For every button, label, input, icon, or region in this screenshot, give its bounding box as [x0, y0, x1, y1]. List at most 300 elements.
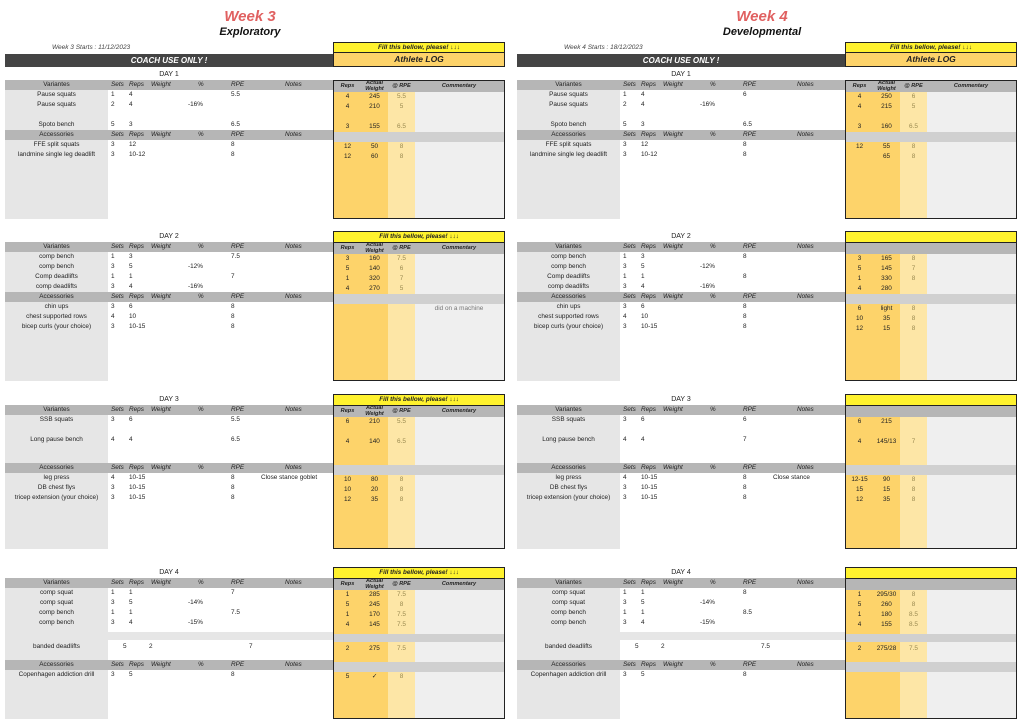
athlete-entry-r[interactable]: 1	[345, 611, 350, 618]
athlete-entry-row[interactable]	[334, 590, 504, 600]
athlete-entry-r[interactable]: 4	[857, 621, 862, 628]
athlete-entry-row[interactable]	[846, 274, 1016, 284]
header-sets: Sets	[623, 81, 636, 88]
athlete-comment[interactable]	[415, 475, 503, 485]
athlete-entry-row[interactable]	[846, 152, 1016, 162]
athlete-entry-w[interactable]: 35	[882, 496, 891, 503]
header-pct: %	[198, 579, 204, 586]
cell-rpe: 7	[249, 643, 253, 650]
cell-n: comp squat	[39, 599, 74, 606]
header-variantes: Accessories	[39, 293, 74, 300]
athlete-entry-w[interactable]: 15	[882, 486, 891, 493]
athlete-entry-w[interactable]: 160	[881, 123, 892, 130]
cell-s: 4	[623, 474, 627, 481]
athlete-entry-w[interactable]: 270	[369, 285, 380, 292]
athlete-entry-e[interactable]: 8	[399, 476, 404, 483]
athlete-entry-r[interactable]: 4	[857, 438, 862, 445]
athlete-comment[interactable]	[927, 475, 1015, 485]
header-weight: Weight	[151, 661, 171, 668]
athlete-entry-w[interactable]: 35	[882, 315, 891, 322]
athlete-entry-w[interactable]: 35	[370, 496, 379, 503]
athlete-entry-e[interactable]: 8	[399, 673, 404, 680]
exercise-row	[5, 120, 333, 130]
athlete-entry-e[interactable]: 5	[911, 103, 916, 110]
cell-rpe: 6.5	[231, 436, 240, 443]
cell-r: 3	[129, 121, 133, 128]
athlete-entry-row[interactable]	[334, 314, 504, 324]
athlete-entry-e[interactable]: 8	[399, 601, 404, 608]
cell-r: 1	[641, 589, 645, 596]
athlete-entry-r[interactable]: 4	[857, 285, 862, 292]
athlete-comment[interactable]	[415, 672, 503, 682]
athlete-header-reps: Reps	[340, 245, 355, 251]
athlete-entry-row[interactable]	[334, 122, 504, 132]
athlete-entry-e[interactable]: 8	[911, 143, 916, 150]
cell-rpe: 8	[231, 151, 235, 158]
athlete-entry-r[interactable]: 3	[857, 123, 862, 130]
cell-rpe: 6.5	[743, 121, 752, 128]
athlete-entry-e[interactable]: 6.5	[909, 123, 918, 130]
header-notes: Notes	[285, 464, 302, 471]
athlete-entry-row[interactable]	[334, 152, 504, 162]
athlete-entry-e[interactable]: 5.5	[397, 418, 406, 425]
athlete-entry-e[interactable]: 7.5	[397, 611, 406, 618]
athlete-entry-row[interactable]	[334, 620, 504, 630]
athlete-entry-row[interactable]	[846, 427, 1016, 437]
athlete-entry-e[interactable]: 8	[911, 275, 916, 282]
athlete-entry-row[interactable]	[846, 610, 1016, 620]
athlete-entry-w[interactable]: 245	[369, 93, 380, 100]
cell-r: 10-12	[129, 151, 146, 158]
athlete-entry-w[interactable]: 90	[882, 476, 891, 483]
day-block	[5, 567, 505, 719]
cell-s: 4	[111, 436, 115, 443]
cell-r: 2	[149, 643, 153, 650]
athlete-entry-row[interactable]	[846, 620, 1016, 630]
coach-use-banner: COACH USE ONLY !	[517, 54, 845, 67]
athlete-entry-w[interactable]: 155	[881, 621, 892, 628]
week-start-date: Week 4 Starts : 18/12/2023	[564, 44, 643, 51]
header-pct: %	[710, 406, 716, 413]
cell-r: 1	[641, 273, 645, 280]
cell-rpe: 8	[743, 494, 747, 501]
athlete-separator	[334, 465, 504, 475]
header-sets: Sets	[623, 406, 636, 413]
athlete-entry-r[interactable]: 1	[857, 611, 862, 618]
athlete-entry-row[interactable]	[334, 485, 504, 495]
athlete-entry-row[interactable]	[846, 600, 1016, 610]
athlete-entry-row[interactable]	[334, 112, 504, 122]
athlete-comment[interactable]	[927, 672, 1015, 682]
athlete-entry-w[interactable]: 285	[369, 591, 380, 598]
athlete-entry-r[interactable]: 3	[345, 255, 350, 262]
header-rpe: RPE	[743, 243, 757, 250]
athlete-entry-e[interactable]: 6.5	[397, 438, 406, 445]
exercise-row	[517, 322, 845, 332]
athlete-entry-e[interactable]: 8	[911, 305, 916, 312]
athlete-entry-e[interactable]: 8.5	[909, 611, 918, 618]
athlete-entry-e[interactable]: 8	[911, 255, 916, 262]
athlete-entry-w[interactable]: 50	[370, 143, 379, 150]
header-sets: Sets	[111, 661, 124, 668]
athlete-header-actual: Actual Weight	[365, 242, 384, 254]
header-pct: %	[198, 661, 204, 668]
cell-s: 1	[111, 91, 115, 98]
athlete-entry-w[interactable]: 210	[369, 418, 380, 425]
fill-prompt: Fill this bellow, please! ↓↓↓	[334, 568, 504, 579]
cell-p: -12%	[188, 263, 203, 270]
athlete-entry-w[interactable]: 20	[370, 486, 379, 493]
athlete-entry-r[interactable]: 6	[345, 418, 350, 425]
athlete-entry-row[interactable]	[334, 600, 504, 610]
athlete-entry-w[interactable]: 295/30	[876, 591, 897, 598]
athlete-entry-e[interactable]: 5.5	[397, 93, 406, 100]
athlete-entry-row[interactable]	[334, 274, 504, 284]
athlete-entry-row[interactable]	[846, 590, 1016, 600]
header-reps: Reps	[641, 579, 656, 586]
exercise-row	[517, 483, 845, 493]
athlete-entry-w[interactable]: 140	[369, 265, 380, 272]
athlete-entry-row[interactable]	[846, 495, 1016, 505]
athlete-entry-e[interactable]: 7.5	[397, 621, 406, 628]
athlete-entry-row[interactable]	[846, 112, 1016, 122]
athlete-entry-r[interactable]: 4	[345, 285, 350, 292]
athlete-entry-row[interactable]	[334, 610, 504, 620]
athlete-entry-e[interactable]: 8	[911, 591, 916, 598]
athlete-entry-e[interactable]: 5	[399, 103, 404, 110]
athlete-entry-e[interactable]: 8	[399, 153, 404, 160]
day-title: DAY 4	[5, 567, 333, 578]
header-sets: Sets	[111, 243, 124, 250]
header-reps: Reps	[641, 464, 656, 471]
cell-r: 6	[641, 416, 645, 423]
exercise-row	[517, 435, 845, 445]
athlete-entry-r[interactable]: 12	[343, 496, 352, 503]
athlete-entry-e[interactable]: 8	[911, 486, 916, 493]
cell-s: 1	[111, 253, 115, 260]
athlete-entry-r[interactable]: 5	[345, 601, 350, 608]
header-pct: %	[198, 243, 204, 250]
spacer-bar	[334, 634, 504, 642]
athlete-entry-w[interactable]: 275/28	[876, 645, 897, 652]
athlete-entry-r[interactable]: 12-15	[851, 476, 868, 483]
athlete-entry-row[interactable]	[846, 284, 1016, 294]
athlete-entry-r[interactable]: 4	[857, 93, 862, 100]
cell-r: 4	[129, 101, 133, 108]
athlete-entry-w[interactable]: 320	[369, 275, 380, 282]
athlete-entry-r[interactable]: 5	[345, 265, 350, 272]
cell-rpe: 5.5	[231, 91, 240, 98]
athlete-entry-w[interactable]: ✓	[371, 673, 378, 680]
cell-s: 3	[111, 141, 115, 148]
cell-rpe: 7	[231, 273, 235, 280]
athlete-entry-e[interactable]: 8	[911, 601, 916, 608]
exercise-row	[517, 100, 845, 110]
athlete-entry-row[interactable]	[334, 427, 504, 437]
athlete-comment[interactable]	[927, 142, 1015, 152]
cell-n: comp deadlifts	[547, 283, 590, 290]
athlete-entry-w[interactable]: 155	[369, 123, 380, 130]
athlete-header-rpe: @ RPE	[392, 83, 411, 89]
athlete-entry-w[interactable]: 250	[881, 93, 892, 100]
athlete-entry-row[interactable]	[846, 122, 1016, 132]
athlete-entry-row[interactable]	[334, 324, 504, 334]
cell-s: 3	[623, 484, 627, 491]
table-header-row	[517, 660, 845, 670]
exercise-row	[5, 252, 333, 262]
exercise-row	[517, 415, 845, 425]
athlete-entry-w[interactable]: 65	[882, 153, 891, 160]
athlete-header-actual: Actual Weight	[365, 80, 384, 92]
cell-n: comp bench	[39, 263, 74, 270]
header-sets: Sets	[111, 293, 124, 300]
athlete-entry-r[interactable]: 4	[857, 103, 862, 110]
cell-r: 6	[129, 416, 133, 423]
cell-p: -15%	[700, 619, 715, 626]
athlete-entry-w[interactable]: 15	[882, 325, 891, 332]
header-variantes: Variantes	[43, 243, 70, 250]
athlete-header-row	[846, 406, 1016, 417]
athlete-entry-e[interactable]: 7.5	[397, 255, 406, 262]
athlete-entry-e[interactable]: 6	[911, 93, 916, 100]
cell-n: Copenhagen addiction drill	[530, 671, 607, 678]
cell-r: 4	[641, 91, 645, 98]
exercise-row	[5, 598, 333, 608]
athlete-entry-w[interactable]: 170	[369, 611, 380, 618]
athlete-entry-w[interactable]: 215	[881, 418, 892, 425]
week-title: Week 4	[736, 8, 788, 25]
exercise-row	[517, 110, 845, 120]
athlete-entry-w[interactable]: 330	[881, 275, 892, 282]
athlete-entry-r[interactable]: 2	[345, 645, 350, 652]
header-notes: Notes	[797, 464, 814, 471]
athlete-entry-e[interactable]: 7.5	[397, 645, 406, 652]
athlete-entry-w[interactable]: 145/13	[876, 438, 897, 445]
athlete-comment[interactable]: did on a machine	[434, 305, 484, 312]
athlete-entry-row[interactable]	[846, 485, 1016, 495]
cell-n: comp bench	[551, 609, 586, 616]
fill-prompt: Fill this bellow, please! ↓↓↓	[334, 395, 504, 406]
athlete-entry-r[interactable]: 1	[857, 275, 862, 282]
cell-n: comp bench	[39, 609, 74, 616]
athlete-entry-w[interactable]: 280	[881, 285, 892, 292]
athlete-entry-row[interactable]	[846, 254, 1016, 264]
cell-rpe: 8	[231, 141, 235, 148]
athlete-entry-e[interactable]: 8	[399, 486, 404, 493]
athlete-log-header	[333, 42, 505, 67]
exercise-row	[5, 262, 333, 272]
athlete-entry-row[interactable]	[846, 324, 1016, 334]
athlete-entry-w[interactable]: 260	[881, 601, 892, 608]
cell-rpe: 7.5	[761, 643, 770, 650]
athlete-entry-r[interactable]: 4	[345, 438, 350, 445]
athlete-entry-e[interactable]: 8	[911, 476, 916, 483]
athlete-entry-r[interactable]: 3	[857, 255, 862, 262]
athlete-header-comm: Commentary	[441, 581, 477, 587]
athlete-entry-e[interactable]: 6.5	[397, 123, 406, 130]
athlete-entry-w[interactable]: 160	[369, 255, 380, 262]
athlete-entry-r[interactable]: 5	[857, 265, 862, 272]
day-block	[5, 394, 505, 549]
header-rpe: RPE	[743, 464, 757, 471]
exercise-row	[517, 598, 845, 608]
athlete-entry-w[interactable]: 145	[369, 621, 380, 628]
athlete-entry-r[interactable]: 1	[345, 275, 350, 282]
athlete-entry-r[interactable]: 4	[345, 621, 350, 628]
cell-s: 3	[111, 416, 115, 423]
cell-n: tricep extension (your choice)	[14, 494, 99, 501]
athlete-entry-e[interactable]: 8	[911, 153, 916, 160]
cell-rpe: 8	[231, 323, 235, 330]
header-weight: Weight	[151, 81, 171, 88]
athlete-entry-w[interactable]: 145	[881, 265, 892, 272]
athlete-entry-r[interactable]: 12	[343, 153, 352, 160]
athlete-entry-w[interactable]: 55	[882, 143, 891, 150]
cell-rpe: 8	[743, 323, 747, 330]
table-header-row	[5, 405, 333, 415]
cell-rpe: 8	[743, 313, 747, 320]
athlete-entry-e[interactable]: 7.5	[909, 645, 918, 652]
athlete-entry-r[interactable]: 12	[855, 325, 864, 332]
athlete-entry-e[interactable]: 7.5	[397, 591, 406, 598]
athlete-entry-row[interactable]	[334, 437, 504, 447]
athlete-entry-row[interactable]	[334, 417, 504, 427]
athlete-entry-w[interactable]: 165	[881, 255, 892, 262]
athlete-entry-r[interactable]: 12	[343, 143, 352, 150]
athlete-entry-row[interactable]	[334, 254, 504, 264]
athlete-entry-e[interactable]: 8	[911, 496, 916, 503]
athlete-entry-e[interactable]: 8	[399, 496, 404, 503]
athlete-entry-row[interactable]	[334, 102, 504, 112]
athlete-entry-row[interactable]	[846, 102, 1016, 112]
cell-s: 3	[111, 303, 115, 310]
header-pct: %	[710, 579, 716, 586]
athlete-entry-e[interactable]: 6	[399, 265, 404, 272]
athlete-entry-r[interactable]: 5	[345, 673, 350, 680]
athlete-entry-row[interactable]	[846, 437, 1016, 447]
cell-n: Pause squats	[37, 101, 76, 108]
athlete-entry-row[interactable]	[334, 644, 504, 654]
athlete-separator	[846, 132, 1016, 142]
athlete-entry-row[interactable]	[846, 314, 1016, 324]
cell-r: 5	[129, 599, 133, 606]
athlete-entry-e[interactable]: 8	[911, 315, 916, 322]
athlete-entry-r[interactable]: 1	[345, 591, 350, 598]
athlete-header-actual: Actual Weight	[365, 578, 384, 590]
athlete-entry-e[interactable]: 7	[911, 265, 916, 272]
athlete-entry-row[interactable]	[846, 417, 1016, 427]
athlete-separator	[846, 465, 1016, 475]
athlete-entry-row[interactable]	[334, 495, 504, 505]
athlete-entry-w[interactable]: 275	[369, 645, 380, 652]
athlete-entry-w[interactable]: 80	[370, 476, 379, 483]
athlete-entry-e[interactable]: 8.5	[909, 621, 918, 628]
athlete-entry-w[interactable]: 140	[369, 438, 380, 445]
header-notes: Notes	[797, 661, 814, 668]
header-pct: %	[198, 293, 204, 300]
athlete-comment[interactable]	[927, 304, 1015, 314]
athlete-entry-r[interactable]: 12	[855, 143, 864, 150]
athlete-entry-e[interactable]: 5	[399, 285, 404, 292]
cell-r: 10-15	[129, 484, 146, 491]
cell-no: Close stance	[773, 474, 810, 481]
athlete-entry-e[interactable]: 8	[399, 143, 404, 150]
athlete-entry-w[interactable]: 245	[369, 601, 380, 608]
cell-n: SSB squats	[551, 416, 586, 423]
athlete-entry-row[interactable]	[334, 92, 504, 102]
header-rpe: RPE	[743, 293, 757, 300]
table-header-row	[5, 292, 333, 302]
header-reps: Reps	[129, 579, 144, 586]
athlete-entry-row[interactable]	[846, 644, 1016, 654]
athlete-entry-r[interactable]: 12	[855, 496, 864, 503]
header-variantes: Accessories	[551, 131, 586, 138]
athlete-entry-row[interactable]	[846, 264, 1016, 274]
athlete-entry-r[interactable]: 15	[855, 486, 864, 493]
athlete-entry-r[interactable]: 4	[345, 103, 350, 110]
fill-prompt	[846, 395, 1016, 406]
athlete-entry-w[interactable]: 180	[881, 611, 892, 618]
exercise-row	[5, 415, 333, 425]
athlete-entry-r[interactable]: 1	[857, 591, 862, 598]
cell-n: DB chest flys	[549, 484, 588, 491]
athlete-entry-r[interactable]: 10	[343, 486, 352, 493]
exercise-row	[5, 588, 333, 598]
athlete-entry-r[interactable]: 10	[855, 315, 864, 322]
cell-r: 10-12	[641, 151, 658, 158]
cell-s: 1	[111, 273, 115, 280]
header-reps: Reps	[129, 661, 144, 668]
athlete-entry-w[interactable]: 60	[370, 153, 379, 160]
athlete-entry-e[interactable]: 8	[911, 325, 916, 332]
cell-n: SSB squats	[39, 416, 74, 423]
header-sets: Sets	[111, 579, 124, 586]
cell-r: 12	[641, 141, 649, 148]
header-weight: Weight	[151, 293, 171, 300]
header-pct: %	[710, 81, 716, 88]
table-header-row	[5, 80, 333, 90]
athlete-entry-r[interactable]: 2	[857, 645, 862, 652]
exercise-row	[5, 100, 333, 110]
header-rpe: RPE	[743, 579, 757, 586]
athlete-entry-r[interactable]: 4	[345, 93, 350, 100]
athlete-entry-r[interactable]: 6	[857, 305, 862, 312]
exercise-row	[517, 302, 845, 312]
athlete-entry-w[interactable]: 215	[881, 103, 892, 110]
athlete-entry-row[interactable]	[846, 92, 1016, 102]
athlete-entry-e[interactable]: 7	[911, 438, 916, 445]
athlete-entry-r[interactable]: 5	[857, 601, 862, 608]
day-title: DAY 2	[5, 231, 333, 242]
cell-s: 3	[623, 671, 627, 678]
athlete-entry-r[interactable]: 3	[345, 123, 350, 130]
cell-s: 3	[111, 484, 115, 491]
cell-r: 10-15	[129, 323, 146, 330]
athlete-entry-row[interactable]	[334, 284, 504, 294]
header-variantes: Accessories	[551, 293, 586, 300]
exercise-row	[517, 272, 845, 282]
athlete-panel	[333, 567, 505, 719]
athlete-entry-w[interactable]: 210	[369, 103, 380, 110]
athlete-entry-w[interactable]: light	[880, 305, 893, 312]
athlete-comment[interactable]	[415, 142, 503, 152]
header-variantes: Variantes	[43, 579, 70, 586]
athlete-entry-r[interactable]: 6	[857, 418, 862, 425]
athlete-entry-r[interactable]: 10	[343, 476, 352, 483]
athlete-entry-row[interactable]	[334, 264, 504, 274]
athlete-entry-e[interactable]: 7	[399, 275, 404, 282]
exercise-row	[5, 670, 333, 680]
